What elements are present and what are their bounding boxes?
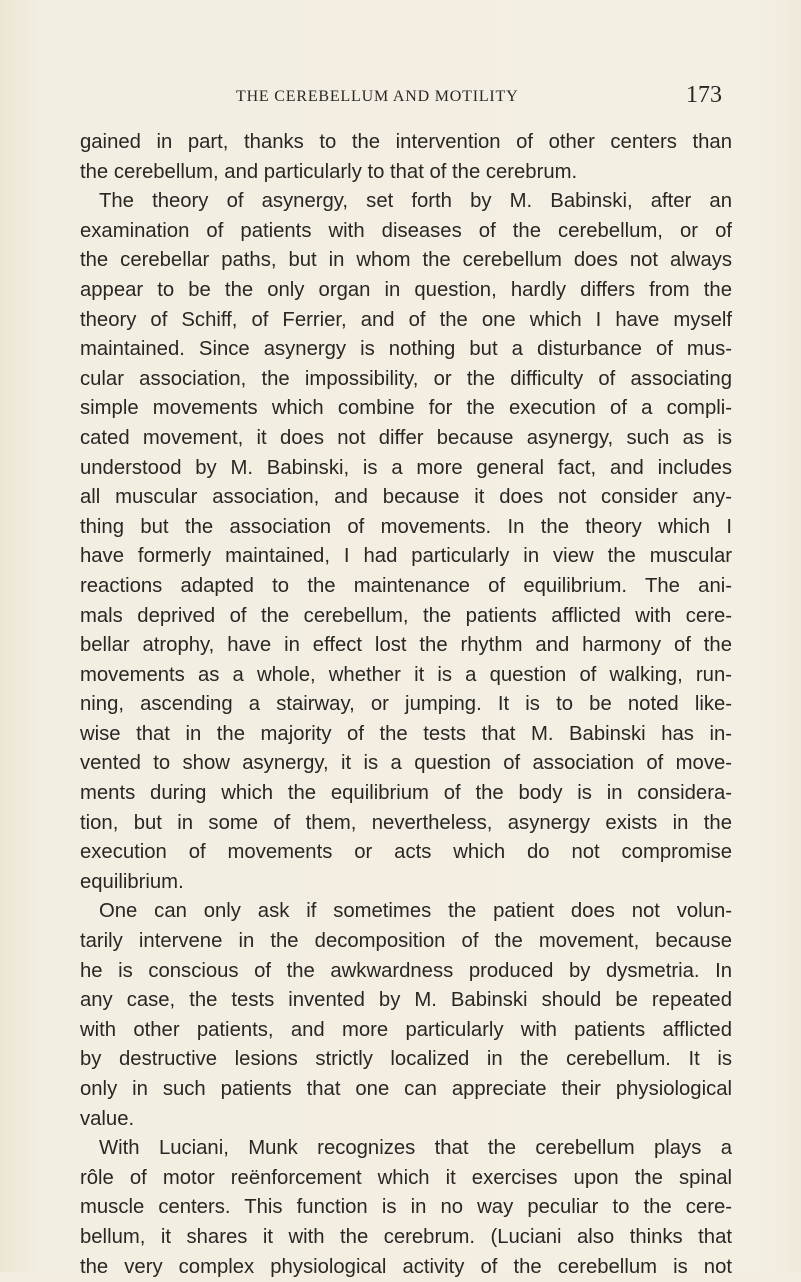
page-number: 173 — [686, 82, 722, 108]
text-line: cular association, the impossibility, or the difficulty of associating — [80, 367, 732, 390]
text-line: reactions adapted to the maintenance of equilibrium. The ani- — [80, 574, 732, 597]
text-line: simple movements which combine for the execution of a compli- — [80, 397, 732, 420]
text-line: gained in part, thanks to the intervention of other centers than — [80, 131, 732, 153]
text-line: by destructive lesions strictly localized in the cerebellum. It is — [80, 1048, 732, 1071]
text-line: all muscular association, and because it does not consider any- — [80, 486, 732, 509]
text-line: the cerebellar paths, but in whom the cerebellum does not always — [80, 249, 732, 272]
text-line: muscle centers. This function is in no way peculiar to the cere- — [80, 1196, 732, 1219]
text-line: movements as a whole, whether it is a question of walking, run- — [80, 663, 732, 686]
text-line: cated movement, it does not differ because asynergy, such as is — [80, 426, 732, 449]
text-line: ments during which the equilibrium of the body is in considera- — [80, 782, 732, 805]
text-line: understood by M. Babinski, is a more general fact, and includes — [80, 456, 732, 479]
text-line: wise that in the majority of the tests that M. Babinski has in- — [80, 722, 732, 745]
body-text — [80, 128, 732, 1282]
text-line: ning, ascending a stairway, or jumping. It is to be noted like- — [80, 693, 732, 716]
text-line: tion, but in some of them, nevertheless, asynergy exists in the — [80, 811, 732, 834]
text-line: One can only ask if sometimes the patient does not volun- — [99, 900, 732, 923]
text-line: vented to show asynergy, it is a question of association of move- — [80, 752, 732, 775]
text-line: examination of patients with diseases of the cerebellum, or of — [80, 219, 732, 242]
text-line: maintained. Since asynergy is nothing but a disturbance of mus- — [80, 338, 732, 361]
text-line: theory of Schiff, of Ferrier, and of the one which I have myself — [80, 308, 732, 331]
text-line: the cerebellum, and particularly to that of the cerebrum. — [80, 160, 578, 183]
text-line: only in such patients that one can appreciate their physiological — [80, 1078, 732, 1100]
text-line: bellum, it shares it with the cerebrum. (Luciani also thinks that — [80, 1225, 732, 1248]
text-line: thing but the association of movements. In the theory which I — [80, 515, 732, 538]
text-line: The theory of asynergy, set forth by M. Babinski, after an — [99, 190, 732, 213]
text-line: mals deprived of the cerebellum, the patients afflicted with cere- — [80, 604, 732, 627]
text-line: value. — [80, 1107, 135, 1130]
text-line: bellar atrophy, have in effect lost the rhythm and harmony of the — [80, 634, 732, 657]
text-line: With Luciani, Munk recognizes that the cerebellum plays a — [99, 1137, 732, 1160]
text-line: any case, the tests invented by M. Babinski should be repeated — [80, 989, 732, 1012]
page-header — [0, 82, 801, 114]
text-line: have formerly maintained, I had particularly in view the muscular — [80, 545, 732, 568]
text-line: with other patients, and more particularly with patients afflicted — [80, 1018, 732, 1041]
text-line: the very complex physiological activity of the cerebellum is not — [80, 1255, 732, 1278]
text-line: tarily intervene in the decomposition of the movement, because — [80, 930, 732, 953]
text-line: appear to be the only organ in question, hardly differs from the — [80, 278, 732, 301]
text-line: rôle of motor reënforcement which it exercises upon the spinal — [80, 1166, 732, 1189]
running-title: THE CEREBELLUM AND MOTILITY — [236, 88, 519, 105]
text-line: equilibrium. — [80, 870, 184, 893]
text-line: execution of movements or acts which do not compromise — [80, 841, 732, 864]
text-line: he is conscious of the awkwardness produced by dysmetria. In — [80, 959, 732, 982]
